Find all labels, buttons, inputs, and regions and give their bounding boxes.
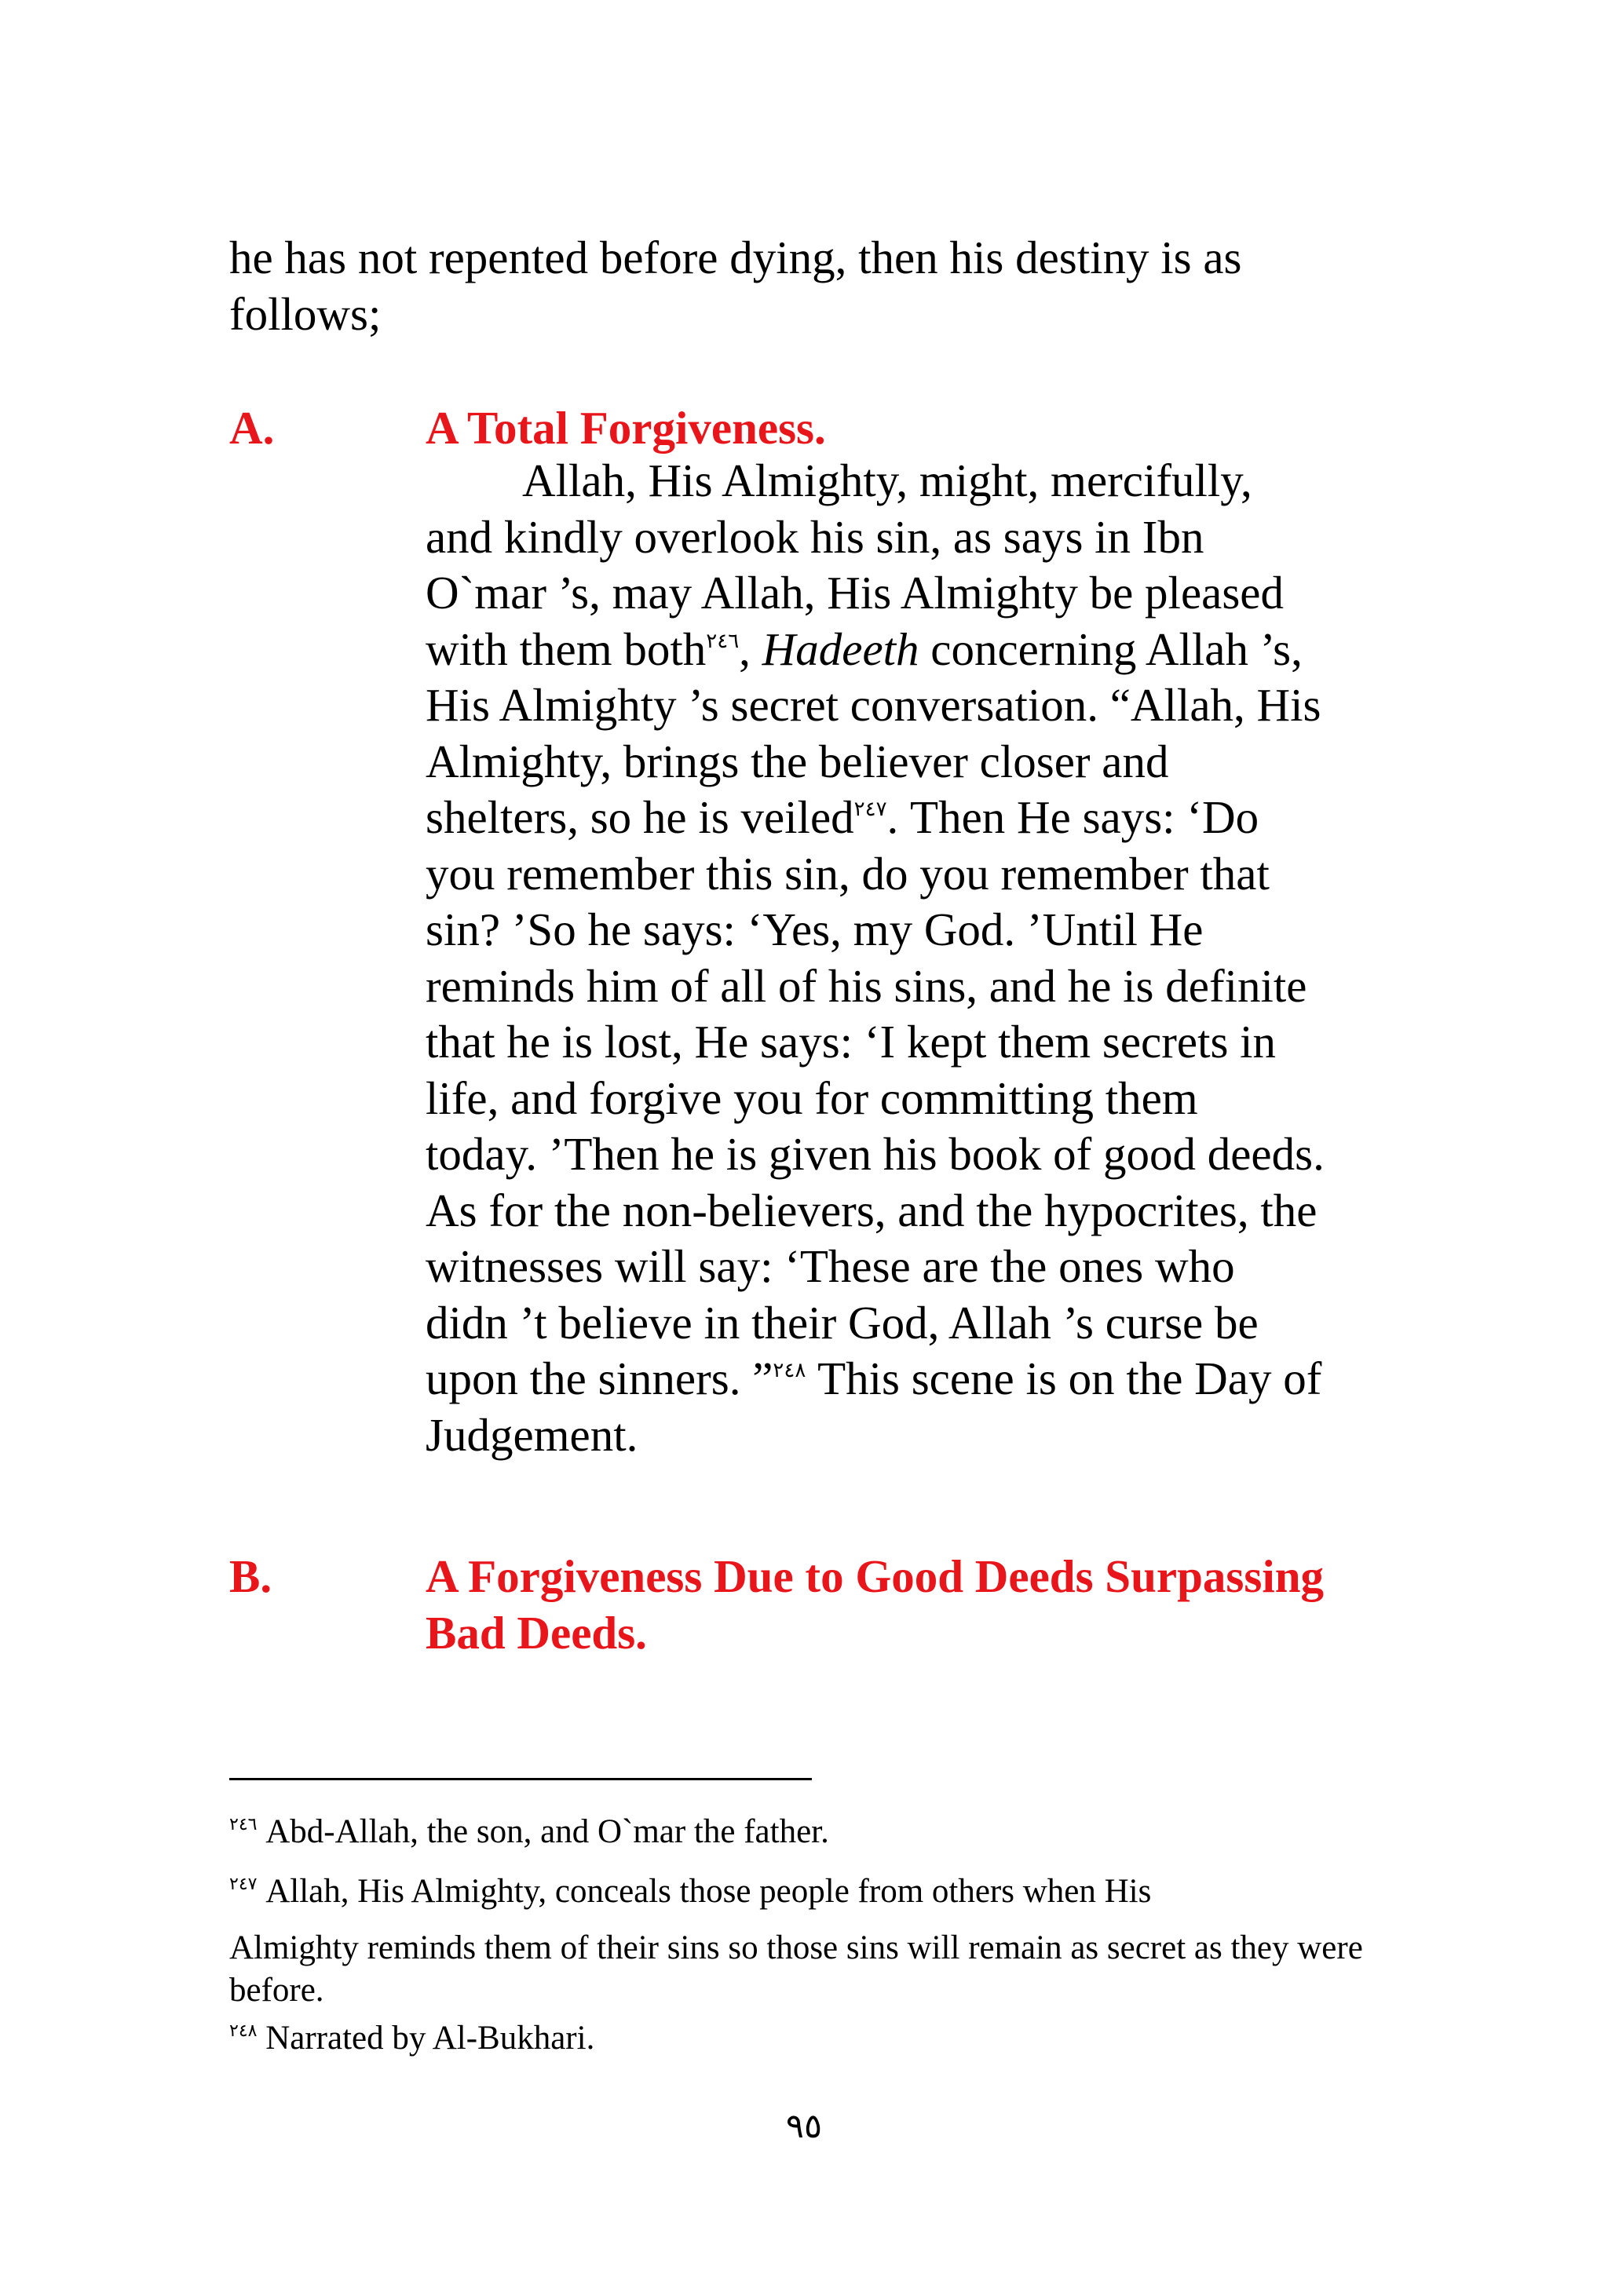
body-line [426,622,1407,678]
body-line: you remember this sin, do you remember that [426,847,1270,900]
body-text: , [739,622,762,675]
footnote-ref: ٢٤٨ [773,1359,806,1382]
body-text: upon the sinners. ” [426,1352,773,1404]
body-line [426,790,1407,846]
section-heading-a: A Total Forgiveness. [426,402,826,454]
page-number: ٩٥ [785,2108,823,2145]
body-line: Allah, His Almighty, might, mercifully, [522,454,1252,506]
body-line: that he is lost, He says: ‘I kept them secrets in [426,1016,1277,1068]
body-line: His Almighty ’s secret conversation. “Allah, His [426,679,1321,731]
body-line: witnesses will say: ‘These are the ones who [426,1240,1235,1292]
body-line [426,1351,1407,1407]
footnote-ref: ٢٤٧ [853,798,887,820]
hadeeth-term: Hadeeth [762,622,919,675]
body-paragraph [426,453,1407,1463]
footnote-number: ٢٤٧ [229,1874,258,1893]
section-label-a: A. [229,402,275,454]
body-line: sin? ’So he says: ‘Yes, my God. ’Until He [426,903,1204,955]
footnote-247-continuation: Almighty reminds them of their sins so those sins will remain as secret as they were before. [229,1929,1363,2009]
footnote-number: ٢٤٨ [229,2020,258,2040]
body-text: This scene is on the Day of [806,1352,1322,1404]
body-text: shelters, so he is veiled [426,791,854,843]
footnote-ref: ٢٤٦ [706,629,740,652]
body-line: O`mar ’s, may Allah, His Almighty be pleased [426,567,1284,619]
body-text: with them both [426,622,707,675]
section-heading-b: A Forgiveness Due to Good Deeds Surpassing Bad Deeds. [426,1550,1325,1659]
footnote-247 [229,1871,1407,1913]
footnote-number: ٢٤٦ [229,1814,258,1834]
body-line: didn ’t believe in their God, Allah ’s curse be [426,1296,1259,1349]
footnote-separator [229,1778,812,1780]
body-line: today. ’Then he is given his book of good deeds. [426,1128,1325,1180]
body-line: reminds him of all of his sins, and he is definite [426,959,1307,1012]
body-text: concerning Allah ’s, [919,622,1303,675]
footnote-246 [229,1811,1407,1853]
intro-paragraph: he has not repented before dying, then his destiny is as follows; [229,232,1242,340]
body-line: Judgement. [426,1408,638,1461]
body-line: life, and forgive you for committing them [426,1071,1198,1124]
footnote-text: Narrated by Al-Bukhari. [257,2020,595,2057]
body-text: . Then He says: ‘Do [886,791,1259,843]
footnote-text: Allah, His Almighty, conceals those people from others when His [257,1873,1152,1910]
footnote-248 [229,2017,1407,2060]
body-line: Almighty, brings the believer closer and [426,735,1169,787]
footnote-text: Abd-Allah, the son, and O`mar the father. [257,1813,829,1850]
section-label-b: B. [229,1550,272,1602]
body-line: and kindly overlook his sin, as says in Ibn [426,510,1204,563]
body-line: As for the non-believers, and the hypocrites, the [426,1184,1317,1236]
